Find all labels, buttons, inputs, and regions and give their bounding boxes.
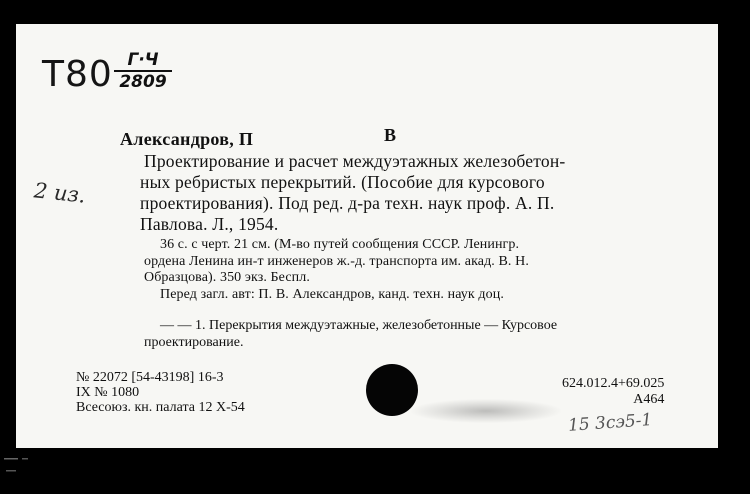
collation-line: ордена Ленина ин-т инженеров ж.-д. транспорта им. акад. В. Н. [144,253,529,269]
catalog-card [16,24,718,448]
collation-line: Образцова). 350 экз. Беспл. [144,270,310,285]
collation-line: 36 с. с черт. 21 см. (М-во путей сообщения СССР. Ленингр. [160,237,520,252]
handwritten-note: 2 из. [32,178,87,208]
title-block [140,151,566,235]
shelfmark-bottom: 2809 [119,72,167,92]
udc-line: 624.012.4+69.025 [562,376,665,391]
handwritten-bottom-note: 15 3сэ5-1 [567,410,653,436]
title-line: Павлова. Л., 1954. [140,214,279,234]
title-line: ных ребристых перекрытий. (Пособие для курсового [140,172,545,192]
scan-specks [0,452,200,482]
shelfmark-main: Т80 [42,54,113,95]
udc-block [562,376,664,408]
cutter-mark: В [384,125,397,145]
stamp-line: № 22072 [54-43198] 16-3 [76,370,224,385]
subject-line: проектирование. [144,335,244,350]
shelfmark-top: Г·Ч [114,51,172,72]
registration-stamp [76,370,245,415]
shelfmark-fraction [114,51,172,91]
ink-smudge [411,399,561,423]
collation-line: Перед загл. авт: П. В. Александров, канд. техн. наук доц. [160,286,504,302]
udc-line: А464 [633,392,665,407]
stamp-line: IX № 1080 [76,385,140,400]
subject-block [144,317,557,351]
author-heading: Александров, П [120,129,254,149]
title-line: проектирования). Под ред. д-ра техн. наук проф. А. П. [140,193,555,213]
collation-block [144,237,529,303]
stamp-line: Всесоюз. кн. палата 12 X-54 [76,400,245,415]
title-line: Проектирование и расчет междуэтажных железобетон- [144,151,566,171]
subject-line: — — 1. Перекрытия междуэтажные, железобетонные — Курсовое [160,318,558,333]
